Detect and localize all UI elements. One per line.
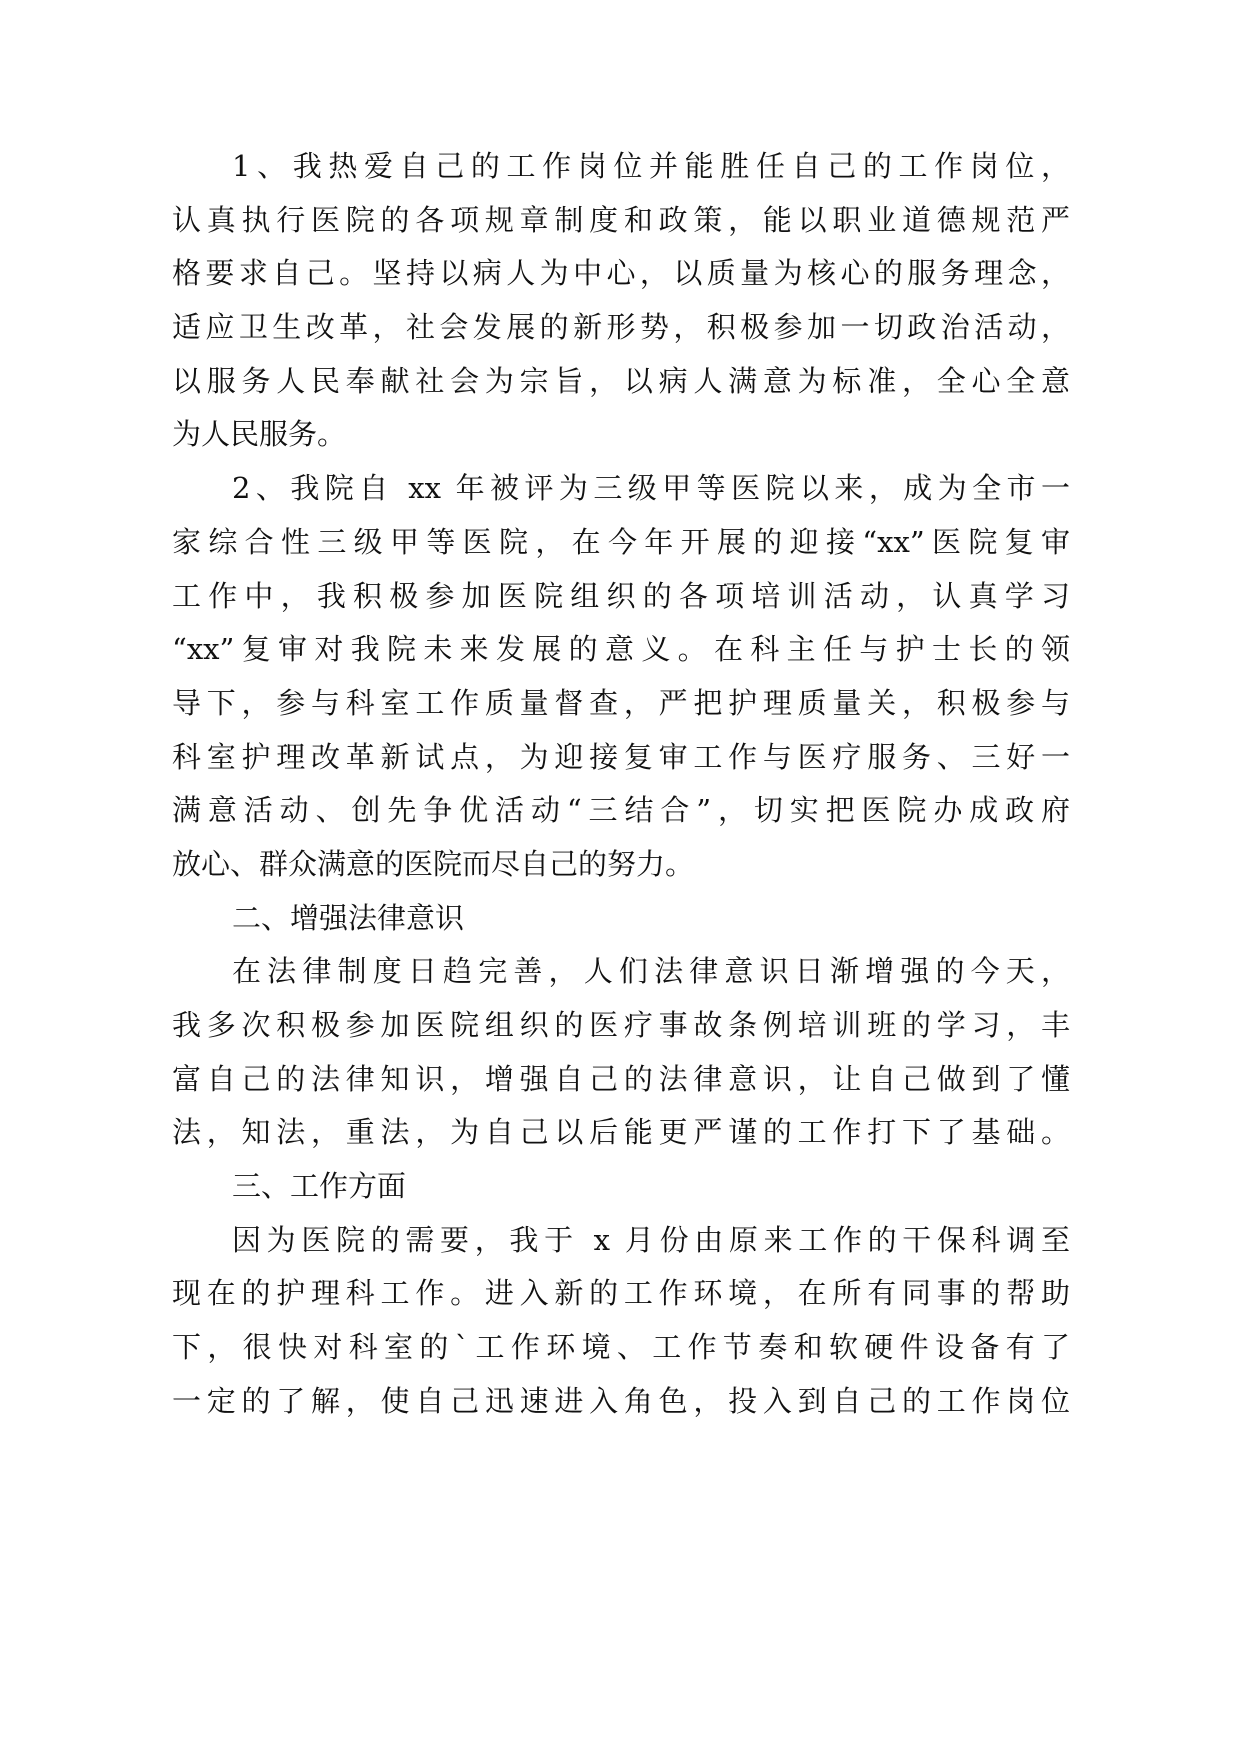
text-line: 因为医院的需要，我于 x 月份由原来工作的干保科调至 xyxy=(232,1222,1070,1257)
text-line: 以服务人民奉献社会为宗旨，以病人满意为标准，全心全意 xyxy=(172,363,1070,398)
text-line: 工作中，我积极参加医院组织的各项培训活动，认真学习 xyxy=(172,578,1070,613)
text-line: 富自己的法律知识，增强自己的法律意识，让自己做到了懂 xyxy=(172,1061,1070,1096)
text-line: 科室护理改革新试点，为迎接复审工作与医疗服务、三好一 xyxy=(172,739,1070,774)
text-line: 导下，参与科室工作质量督查，严把护理质量关，积极参与 xyxy=(172,685,1070,720)
text-line: 格要求自己。坚持以病人为中心，以质量为核心的服务理念， xyxy=(172,256,1070,291)
text-line: 满意活动、创先争优活动“三结合”，切实把医院办成政府 xyxy=(172,793,1070,828)
text-line: 我多次积极参加医院组织的医疗事故条例培训班的学习，丰 xyxy=(172,1008,1070,1042)
text-line: 放心、群众满意的医院而尽自己的努力。 xyxy=(172,846,695,881)
text-line: 2、我院自 xx 年被评为三级甲等医院以来，成为全市一 xyxy=(232,471,1070,506)
text-line: 家综合性三级甲等医院，在今年开展的迎接“xx”医院复审 xyxy=(172,524,1070,559)
text-line: 适应卫生改革，社会发展的新形势，积极参加一切政治活动， xyxy=(172,310,1070,345)
section-heading: 三、工作方面 xyxy=(232,1169,407,1204)
text-line: 现在的护理科工作。进入新的工作环境，在所有同事的帮助 xyxy=(172,1276,1070,1311)
text-line: 认真执行医院的各项规章制度和政策，能以职业道德规范严 xyxy=(172,202,1070,237)
text-line: 法，知法，重法，为自己以后能更严谨的工作打下了基础。 xyxy=(172,1115,1070,1150)
text-line: 一定的了解，使自己迅速进入角色，投入到自己的工作岗位 xyxy=(172,1383,1070,1418)
text-line: 为人民服务。 xyxy=(172,417,347,452)
paragraph xyxy=(172,1214,1070,1429)
paragraph xyxy=(172,945,1070,1160)
document-page xyxy=(172,140,1070,1429)
text-line: 在法律制度日趋完善，人们法律意识日渐增强的今天， xyxy=(232,954,1070,989)
text-line: 1、我热爱自己的工作岗位并能胜任自己的工作岗位， xyxy=(232,149,1070,183)
section-heading: 二、增强法律意识 xyxy=(232,900,465,935)
text-line: 下，很快对科室的`工作环境、工作节奏和软硬件设备有了 xyxy=(172,1330,1070,1365)
paragraph xyxy=(172,140,1070,462)
paragraph xyxy=(172,462,1070,892)
text-line: “xx”复审对我院未来发展的意义。在科主任与护士长的领 xyxy=(172,632,1070,667)
